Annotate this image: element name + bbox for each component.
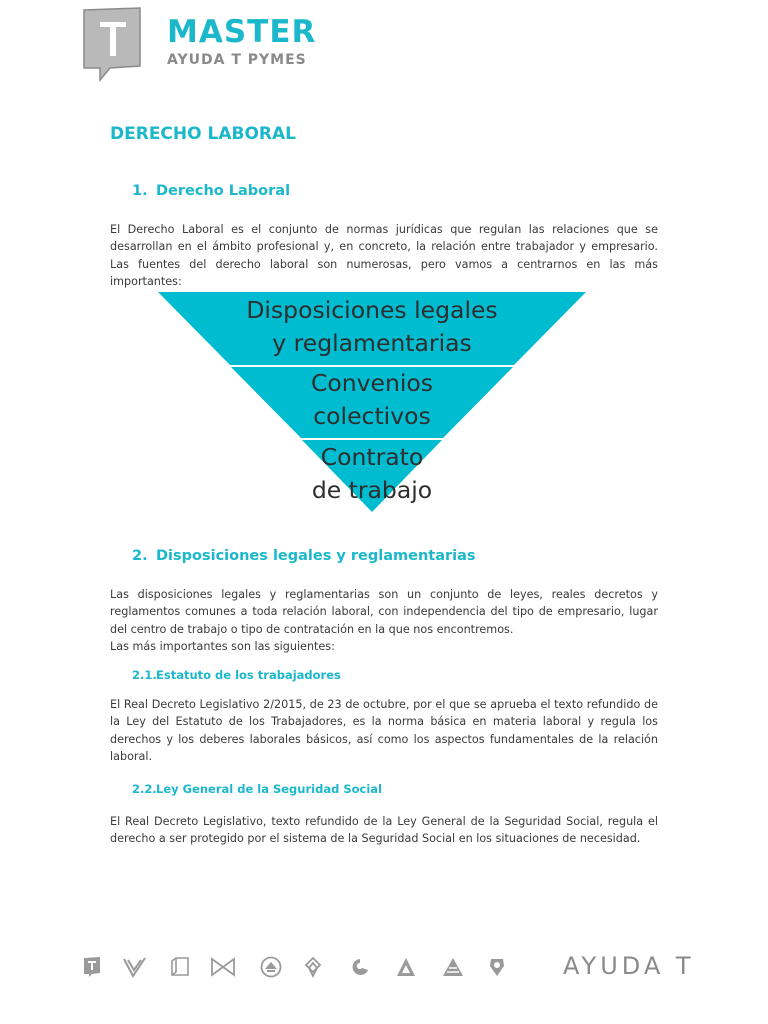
pyramid-level-1-line1: Disposiciones legales	[246, 296, 498, 324]
pyramid-level-2-line2: colectivos	[313, 402, 431, 430]
subsection-number: 2.2.	[132, 782, 157, 796]
t-logo-icon	[82, 956, 102, 978]
section-2-paragraph: Las disposiciones legales y reglamentarias son un conjunto de leyes, reales decretos y reglamentos comunes a toda relación laboral, con independencia del tipo de empresario, lugar del centro de trabajo o tipo de contratación en la que nos encontremos.	[110, 588, 658, 636]
section-number: 2.	[132, 548, 148, 564]
diamond-s-icon	[304, 956, 322, 978]
pyramid-level-3-line2: de trabajo	[311, 476, 433, 504]
section-1-paragraph: El Derecho Laboral es el conjunto de normas jurídicas que regulan las relaciones que se desarrollan en el ámbito profesional y, en concreto, la relación entre trabajador y empresario. Las fuentes del derecho laboral son numerosas, pero vamos a centrarnos en las más importantes:	[110, 223, 658, 289]
header-logo	[80, 6, 320, 86]
subsection-title: Ley General de la Seguridad Social	[156, 782, 382, 796]
sources-pyramid	[158, 292, 588, 514]
section-number: 1.	[132, 183, 148, 199]
section-2-paragraph-2: Las más importantes son las siguientes:	[110, 640, 335, 653]
pyramid-level-1-label	[158, 294, 586, 360]
bowtie-icon	[210, 956, 236, 978]
brand-title: MASTER	[167, 14, 317, 50]
brand-subtitle: AYUDA T PYMES	[167, 52, 307, 68]
v-check-icon	[123, 956, 147, 978]
pyramid-level-3-label	[231, 441, 513, 507]
section-title: Disposiciones legales y reglamentarias	[156, 548, 476, 564]
pyramid-level-1-line2: y reglamentarias	[272, 329, 472, 357]
triangle-a-icon	[396, 956, 416, 978]
pyramid-level-3-line1: Contrato	[320, 443, 424, 471]
subsection-number: 2.1.	[132, 668, 157, 682]
section-1-heading	[132, 183, 290, 199]
section-2-2-heading	[132, 782, 382, 796]
striped-triangle-icon	[442, 956, 464, 978]
subsection-title: Estatuto de los trabajadores	[156, 668, 341, 682]
pin-icon	[488, 956, 506, 978]
section-2-1-heading	[132, 668, 341, 682]
section-2-2-paragraph: El Real Decreto Legislativo, texto refundido de la Ley General de la Seguridad Social, regula el derecho a ser protegido por el sistema de la Seguridad Social en los situaciones de necesidad.	[110, 815, 658, 846]
section-2-1-paragraph: El Real Decreto Legislativo 2/2015, de 23 de octubre, por el que se aprueba el texto refundido de la Ley del Estatuto de los Trabajadores, es la norma básica en materia laboral y regula los derechos y los deberes laborales básicos, así como los aspectos fundamentales de la relación laboral.	[110, 698, 658, 764]
document-title: DERECHO LABORAL	[110, 124, 296, 144]
section-title: Derecho Laboral	[156, 183, 291, 199]
section-2-heading	[132, 548, 476, 564]
t-speech-bubble-icon	[80, 6, 144, 86]
pyramid-level-2-label	[231, 367, 513, 433]
footer-brand-text: AYUDA T	[563, 952, 695, 980]
wave-c-icon	[348, 956, 372, 978]
box-icon	[170, 956, 190, 978]
shield-face-icon	[259, 956, 283, 978]
pyramid-level-2-line1: Convenios	[310, 369, 434, 397]
